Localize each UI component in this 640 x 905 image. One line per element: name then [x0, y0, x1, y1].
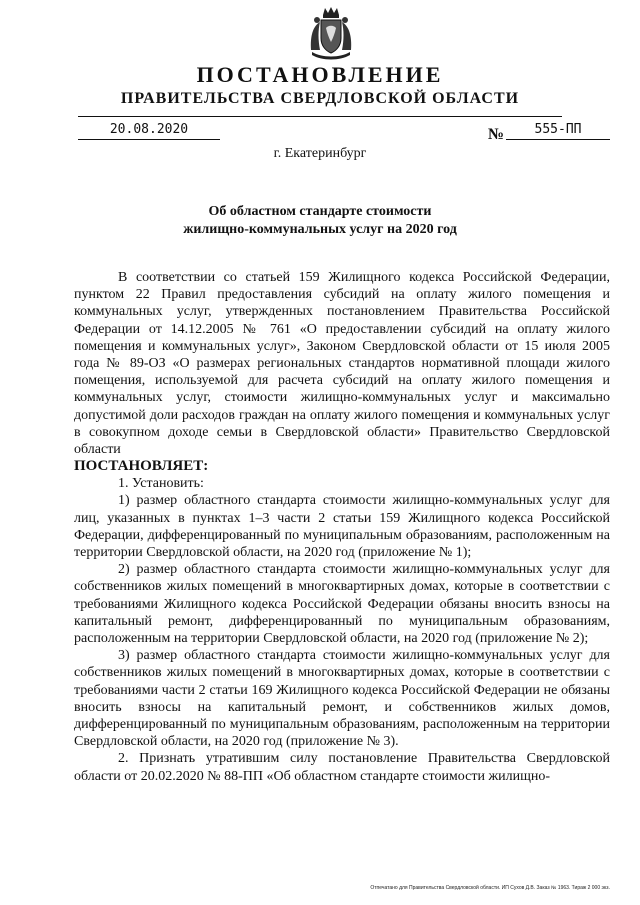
- document-number: 555-ПП: [506, 122, 610, 140]
- preamble-paragraph: В соответствии со статьей 159 Жилищного кодекса Российской Федерации, пунктом 22 Правил предоставления субсидий на оплату жилого помещения и коммунальных услуг, утвержденных постановлением Правительства Российской Федерации от 14.12.2005 № 761 «О предоставлении субсидий на оплату жилого помещения и коммунальных услуг», Законом Свердловской области от 15 июля 2005 года № 89-ОЗ «О размерах региональных стандартов нормативной площади жилого помещения, используемой для расчета субсидий на оплату жилого помещения и коммунальных услуг, стоимости жилищно-коммунальных услуг и максимально допустимой доли расходов граждан на оплату жилого помещения и коммунальных услуг в совокупном доходе семьи в Свердловской области» Правительство Свердловской области: [74, 270, 610, 458]
- number-sign: №: [488, 126, 505, 143]
- print-footer: Отпечатано для Правительства Свердловской области. ИП Сухов Д.В. Заказ № 1963. Тираж 2 000 экз.: [370, 885, 610, 891]
- document-body: [74, 269, 610, 785]
- subject-line-1: Об областном стандарте стоимости: [208, 204, 432, 219]
- document-title: ПОСТАНОВЛЕНИЕ: [196, 62, 444, 87]
- header-rule: [78, 116, 562, 117]
- coat-of-arms-icon: [308, 6, 354, 62]
- item-1-1: 1) размер областного стандарта стоимости жилищно-коммунальных услуг для лиц, указанных в пунктах 1–3 части 2 статьи 159 Жилищного кодекса Российской Федерации, дифференцированный по муниципальным образованиям, расположенным на территории Свердловской области, на 2020 год (приложение № 1);: [74, 493, 610, 561]
- item-1-2: 2) размер областного стандарта стоимости жилищно-коммунальных услуг для собственников жилых помещений в многоквартирных домах, которые в соответствии с требованиями Жилищного кодекса Российской Федерации обязаны вносить взносы на капитальный ремонт, дифференцированный по муниципальным образованиям, расположенным на территории Свердловской области, на 2020 год (приложение № 2);: [74, 562, 610, 647]
- item-1: 1. Установить:: [118, 476, 204, 492]
- item-2: 2. Признать утратившим силу постановление Правительства Свердловской области от 20.02.2020 № 88-ПП «Об областном стандарте стоимости жилищно-: [74, 751, 610, 784]
- document-city: г. Екатеринбург: [273, 146, 367, 161]
- document-authority: ПРАВИТЕЛЬСТВА СВЕРДЛОВСКОЙ ОБЛАСТИ: [120, 90, 520, 107]
- document-subject: [0, 203, 640, 239]
- subject-line-2: жилищно-коммунальных услуг на 2020 год: [183, 222, 457, 237]
- decree-word: ПОСТАНОВЛЯЕТ:: [74, 458, 209, 475]
- document-date: 20.08.2020: [78, 122, 220, 140]
- item-1-3: 3) размер областного стандарта стоимости жилищно-коммунальных услуг для собственников жилых помещений в многоквартирных домах, которые в соответствии с требованиями части 2 статьи 169 Жилищного кодекса Российской Федерации не обязаны вносить взносы на капитальный ремонт, и собственников жилых домов, дифференцированный по муниципальным образованиям, расположенным на территории Свердловской области, на 2020 год (приложение № 3).: [74, 648, 610, 750]
